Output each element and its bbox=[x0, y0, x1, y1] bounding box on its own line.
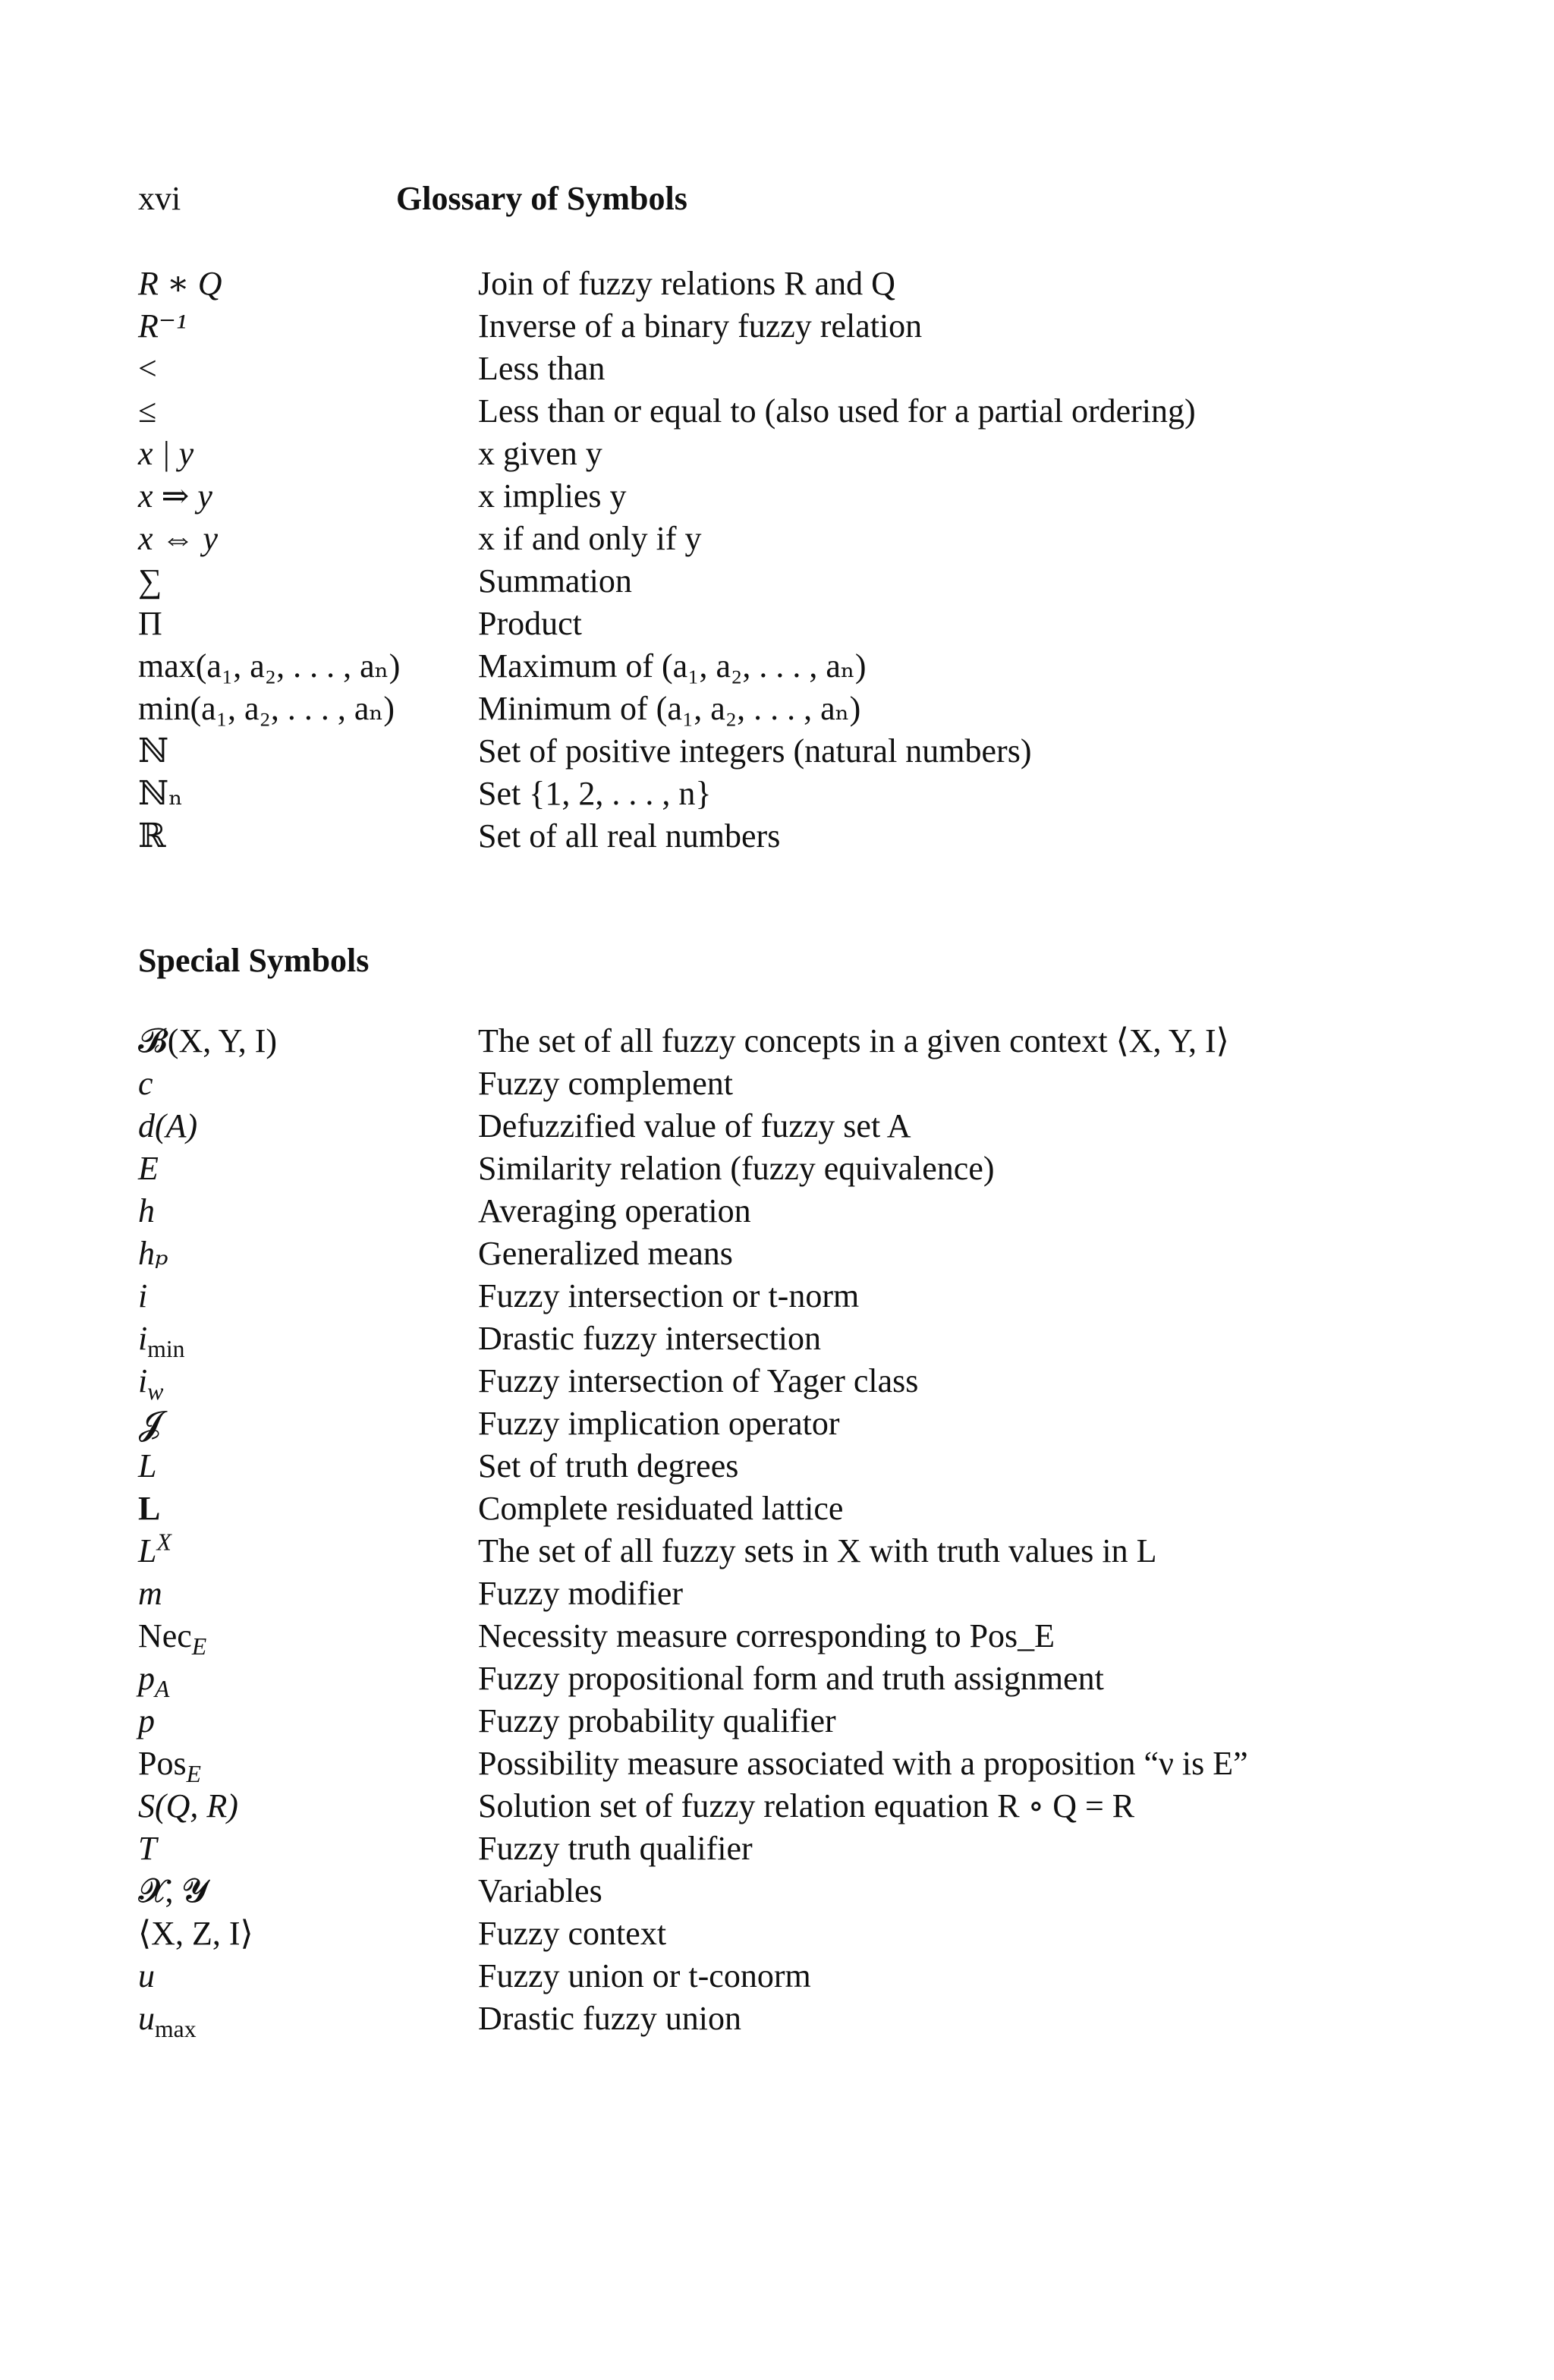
entry-description: Complete residuated lattice bbox=[478, 1490, 844, 1527]
entry-symbol: x | y bbox=[138, 435, 194, 472]
entry-description: The set of all fuzzy concepts in a given context ⟨X, Y, I⟩ bbox=[478, 1022, 1229, 1059]
special-entry bbox=[0, 1615, 1554, 1658]
special-entry bbox=[0, 1955, 1554, 1998]
entry-description: Fuzzy propositional form and truth assignment bbox=[478, 1660, 1104, 1697]
entry-description: Similarity relation (fuzzy equivalence) bbox=[478, 1150, 995, 1187]
special-entry bbox=[0, 1700, 1554, 1742]
glossary-entry bbox=[0, 560, 1554, 603]
special-entry bbox=[0, 1742, 1554, 1785]
entry-symbol: L bbox=[138, 1490, 161, 1527]
entry-description: Defuzzified value of fuzzy set A bbox=[478, 1107, 911, 1144]
glossary-entry bbox=[0, 815, 1554, 858]
entry-description: Fuzzy implication operator bbox=[478, 1405, 840, 1442]
entry-description: x implies y bbox=[478, 477, 627, 515]
entry-description: Fuzzy intersection of Yager class bbox=[478, 1362, 919, 1399]
glossary-entry bbox=[0, 688, 1554, 730]
glossary-list bbox=[0, 263, 1554, 858]
entry-description: Variables bbox=[478, 1872, 602, 1909]
entry-description: Maximum of (a₁, a₂, . . . , aₙ) bbox=[478, 647, 867, 685]
entry-symbol: x ⇒ y bbox=[138, 477, 212, 515]
special-entry bbox=[0, 1828, 1554, 1870]
entry-description: Fuzzy union or t-conorm bbox=[478, 1957, 811, 1994]
entry-symbol: 𝓑(X, Y, I) bbox=[138, 1022, 278, 1059]
entry-description: Solution set of fuzzy relation equation R ∘ Q = R bbox=[478, 1787, 1135, 1824]
entry-description: x given y bbox=[478, 435, 602, 472]
special-entry bbox=[0, 1572, 1554, 1615]
glossary-entry bbox=[0, 263, 1554, 305]
entry-symbol: $u_{max}$ bbox=[138, 2000, 197, 2042]
entry-description: Generalized means bbox=[478, 1235, 733, 1272]
special-entry bbox=[0, 1998, 1554, 2040]
page-number: xvi bbox=[138, 180, 181, 217]
entry-symbol: ℕₙ bbox=[138, 775, 184, 812]
glossary-entry bbox=[0, 645, 1554, 688]
entry-symbol: ≤ bbox=[138, 392, 157, 430]
glossary-entry bbox=[0, 518, 1554, 560]
special-entry bbox=[0, 1402, 1554, 1445]
special-entry bbox=[0, 1912, 1554, 1955]
entry-description: Summation bbox=[478, 562, 632, 600]
entry-description: Fuzzy modifier bbox=[478, 1575, 684, 1612]
entry-description: Fuzzy complement bbox=[478, 1065, 734, 1102]
special-entry bbox=[0, 1360, 1554, 1405]
entry-symbol: ℕ bbox=[138, 732, 169, 770]
entry-symbol: L bbox=[138, 1447, 157, 1484]
entry-description: Fuzzy truth qualifier bbox=[478, 1830, 753, 1867]
special-symbols-heading: Special Symbols bbox=[138, 942, 370, 979]
entry-description: x if and only if y bbox=[478, 520, 702, 557]
entry-description: Necessity measure corresponding to Pos_E bbox=[478, 1617, 1055, 1654]
entry-description: Fuzzy intersection or t-norm bbox=[478, 1277, 860, 1314]
glossary-entry bbox=[0, 475, 1554, 518]
entry-symbol: h bbox=[138, 1192, 155, 1229]
entry-description: Inverse of a binary fuzzy relation bbox=[478, 307, 923, 345]
glossary-entry bbox=[0, 603, 1554, 645]
special-entry bbox=[0, 1785, 1554, 1828]
glossary-entry bbox=[0, 773, 1554, 815]
entry-description: Join of fuzzy relations R and Q bbox=[478, 265, 895, 302]
entry-symbol: T bbox=[138, 1830, 157, 1867]
entry-symbol: ℝ bbox=[138, 817, 166, 855]
entry-description: Possibility measure associated with a proposition “ν is E” bbox=[478, 1745, 1248, 1782]
entry-description: Drastic fuzzy intersection bbox=[478, 1320, 822, 1357]
entry-symbol: hₚ bbox=[138, 1235, 168, 1272]
glossary-entry bbox=[0, 305, 1554, 348]
entry-description: Set {1, 2, . . . , n} bbox=[478, 775, 712, 812]
entry-description: Averaging operation bbox=[478, 1192, 751, 1229]
entry-description: Set of truth degrees bbox=[478, 1447, 739, 1484]
entry-symbol: p bbox=[138, 1702, 155, 1739]
entry-symbol: S(Q, R) bbox=[138, 1787, 238, 1824]
entry-symbol: $i_w$ bbox=[138, 1362, 164, 1405]
entry-description: Fuzzy probability qualifier bbox=[478, 1702, 836, 1739]
entry-symbol: i bbox=[138, 1277, 148, 1314]
entry-description: Minimum of (a₁, a₂, . . . , aₙ) bbox=[478, 690, 861, 727]
entry-symbol: d(A) bbox=[138, 1107, 198, 1144]
entry-symbol: < bbox=[138, 350, 157, 387]
entry-symbol: Π bbox=[138, 605, 162, 642]
special-entry bbox=[0, 1870, 1554, 1912]
entry-symbol: $i_{min}$ bbox=[138, 1320, 185, 1362]
special-entry bbox=[0, 1190, 1554, 1232]
glossary-entry bbox=[0, 433, 1554, 475]
entry-symbol: max(a₁, a₂, . . . , aₙ) bbox=[138, 647, 401, 685]
running-head: Glossary of Symbols bbox=[396, 180, 687, 217]
entry-symbol: $L^X$ bbox=[138, 1528, 171, 1569]
entry-description: Less than bbox=[478, 350, 606, 387]
entry-symbol: m bbox=[138, 1575, 162, 1612]
entry-symbol: 𝓧, 𝓨 bbox=[138, 1872, 209, 1909]
entry-symbol: R ∗ Q bbox=[138, 265, 222, 302]
special-entry bbox=[0, 1488, 1554, 1530]
glossary-entry bbox=[0, 390, 1554, 433]
special-entry bbox=[0, 1530, 1554, 1572]
special-entry bbox=[0, 1445, 1554, 1488]
entry-description: The set of all fuzzy sets in X with truth values in L bbox=[478, 1532, 1157, 1569]
special-entry bbox=[0, 1020, 1554, 1062]
special-symbols-list bbox=[0, 1020, 1554, 2040]
entry-description: Drastic fuzzy union bbox=[478, 2000, 741, 2037]
entry-symbol: ⟨X, Z, I⟩ bbox=[138, 1915, 253, 1952]
special-entry bbox=[0, 1275, 1554, 1318]
entry-symbol: R⁻¹ bbox=[138, 307, 187, 345]
special-entry bbox=[0, 1318, 1554, 1360]
entry-symbol: c bbox=[138, 1065, 153, 1102]
entry-description: Less than or equal to (also used for a partial ordering) bbox=[478, 392, 1196, 430]
entry-symbol: Pos$_E$ bbox=[138, 1745, 201, 1787]
entry-description: Product bbox=[478, 605, 582, 642]
entry-symbol: x ⇔ y bbox=[138, 520, 219, 557]
entry-symbol: Nec$_E$ bbox=[138, 1617, 207, 1660]
entry-description: Set of all real numbers bbox=[478, 817, 781, 855]
entry-symbol: 𝓙 bbox=[138, 1405, 162, 1442]
entry-description: Fuzzy context bbox=[478, 1915, 667, 1952]
special-entry bbox=[0, 1148, 1554, 1190]
special-entry bbox=[0, 1658, 1554, 1700]
entry-symbol: ∑ bbox=[138, 562, 162, 600]
glossary-entry bbox=[0, 348, 1554, 390]
entry-symbol: $p_A$ bbox=[138, 1660, 170, 1702]
special-entry bbox=[0, 1105, 1554, 1148]
entry-description: Set of positive integers (natural numbers) bbox=[478, 732, 1032, 770]
special-entry bbox=[0, 1232, 1554, 1275]
entry-symbol: E bbox=[138, 1150, 159, 1187]
special-entry bbox=[0, 1062, 1554, 1105]
entry-symbol: u bbox=[138, 1957, 155, 1994]
glossary-entry bbox=[0, 730, 1554, 773]
entry-symbol: min(a₁, a₂, . . . , aₙ) bbox=[138, 690, 395, 727]
